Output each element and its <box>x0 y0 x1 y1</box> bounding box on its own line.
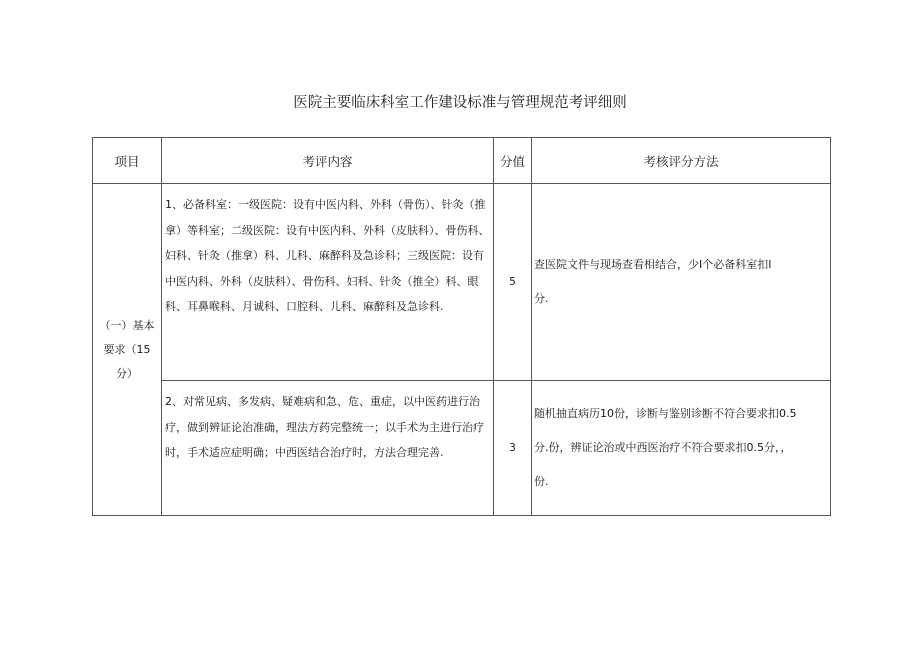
header-score: 分值 <box>494 138 532 184</box>
scoring-method <box>532 184 831 381</box>
scoring-method-line: 分.份，辨证论治或中西医治疗不符合要求扣0.5分，， <box>534 441 792 454</box>
criteria-content: 2、对常见病、多发病、疑难病和急、危、重症，以中医药进行治疗，做到辨证论治准确，理法方药完整统一；以手术为主进行治疗时，手术适应症明确；中西医结合治疗时，方法合理完善. <box>162 381 494 516</box>
section-name-line: （一）基本 <box>99 318 155 332</box>
header-content: 考评内容 <box>162 138 494 184</box>
table-row <box>93 184 831 381</box>
section-name-cell <box>93 184 162 516</box>
scoring-method <box>532 381 831 516</box>
header-method: 考核评分方法 <box>532 138 831 184</box>
scoring-method-line: 随机抽直病历10份，诊断与鉴别诊断不符合要求扣0.5 <box>534 407 797 420</box>
scoring-method-line: 份. <box>534 475 549 488</box>
table-header-row <box>93 138 831 184</box>
evaluation-table <box>92 137 831 516</box>
criteria-score: 3 <box>494 381 532 516</box>
document-title: 医院主要临床科室工作建设标准与管理规范考评细则 <box>293 95 627 111</box>
section-name-line: 要求（15 <box>103 342 151 356</box>
scoring-method-line: 分. <box>534 292 549 305</box>
scoring-method-line: 查医院文件与现场查看相结合，少I个必备科室扣I <box>534 258 772 271</box>
criteria-content: 1、必备科室：一级医院：设有中医内科、外科（骨伤）、针灸（推拿）等科室；二级医院：设有中医内科、外科（皮肤科）、骨伤科、妇科、针灸（推拿）科、儿科、麻醉科及急诊科；三级医院：设有中医内科、外科（皮肤科）、骨伤科、妇科、针灸（推全）科、眼科、耳鼻喉科、月诚科、口腔科、儿科、麻醉科及急诊科. <box>162 184 494 381</box>
table-row <box>93 381 831 516</box>
criteria-score: 5 <box>494 184 532 381</box>
header-item: 项目 <box>93 138 162 184</box>
section-name-line: 分） <box>116 366 138 380</box>
